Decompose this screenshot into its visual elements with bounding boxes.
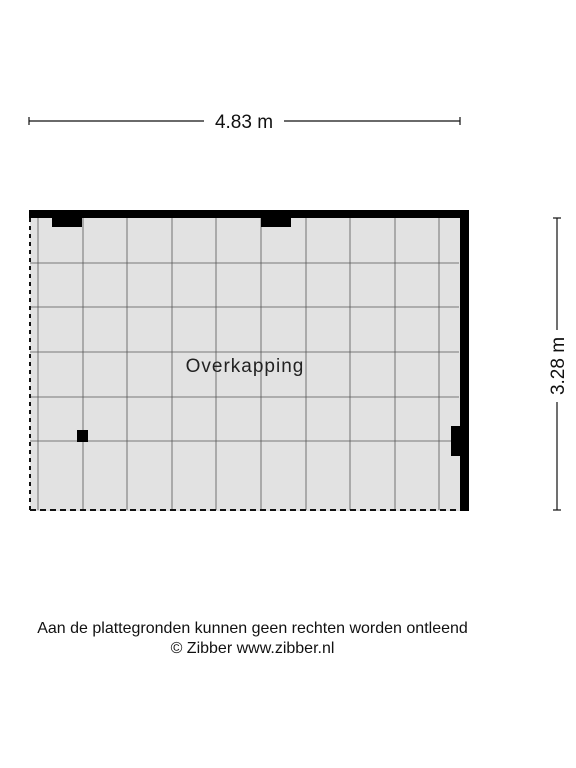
width-dimension bbox=[29, 112, 460, 133]
height-dimension bbox=[548, 218, 569, 510]
wall-post-right bbox=[451, 426, 463, 456]
wall-post-top-middle bbox=[261, 210, 291, 227]
wall-right bbox=[460, 210, 469, 511]
height-dimension-label: 3.28 m bbox=[548, 336, 569, 396]
wall-top bbox=[29, 210, 469, 218]
width-dimension-label: 4.83 m bbox=[214, 112, 274, 133]
free-standing-post bbox=[77, 430, 88, 442]
room-label: Overkapping bbox=[185, 356, 305, 377]
copyright-text: © Zibber www.zibber.nl bbox=[170, 640, 335, 657]
disclaimer-text: Aan de plattegronden kunnen geen rechten worden ontleend bbox=[37, 620, 468, 637]
wall-post-top-left bbox=[52, 210, 82, 227]
